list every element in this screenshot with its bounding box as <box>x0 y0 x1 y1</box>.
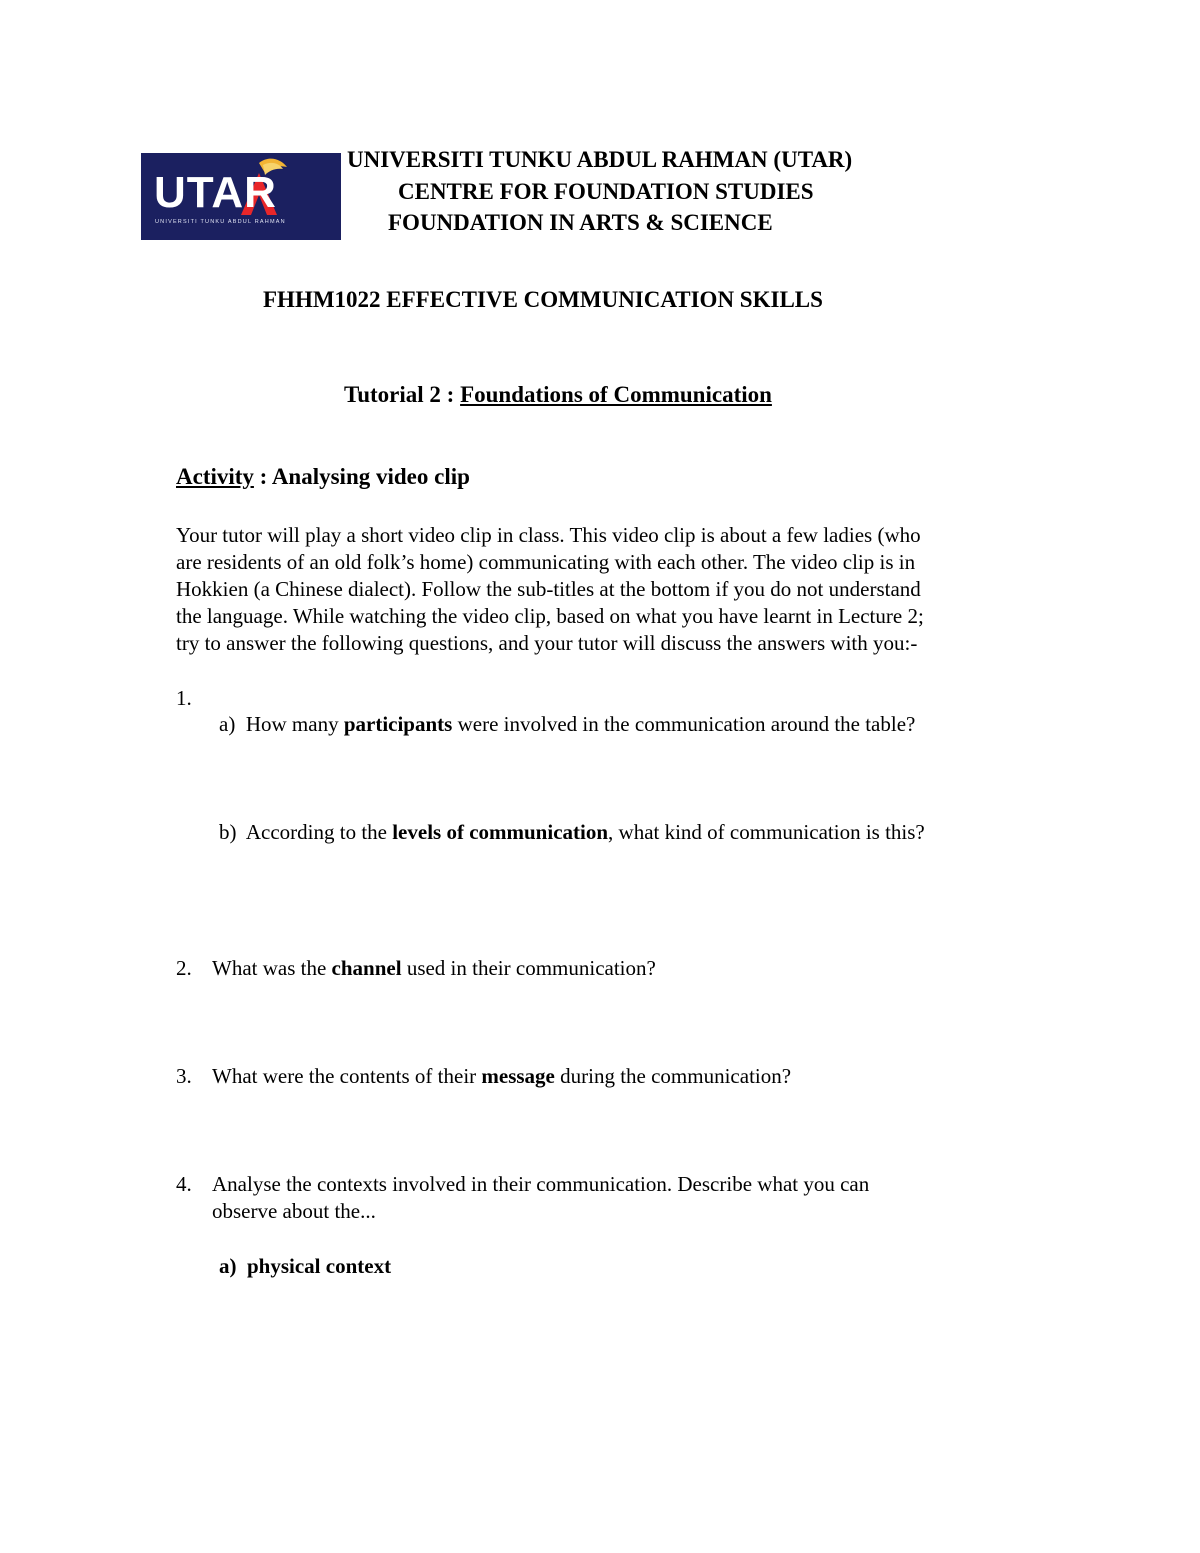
course-title: FHHM1022 EFFECTIVE COMMUNICATION SKILLS <box>263 287 823 312</box>
question-1a-text: How many <box>245 712 344 736</box>
tutorial-heading <box>344 383 772 406</box>
question-1b-label: b) <box>219 820 237 844</box>
activity-separator: : <box>253 464 272 489</box>
question-1b-keyword: levels of communication <box>392 820 609 844</box>
intro-line: Hokkien (a Chinese dialect). Follow the sub-titles at the bottom if you do not understand <box>176 577 921 601</box>
question-1a-label: a) <box>219 712 236 736</box>
activity-title: Analysing video clip <box>271 464 470 489</box>
intro-paragraph <box>176 522 1046 657</box>
question-3-number: 3. <box>176 1064 192 1088</box>
tutorial-title: Foundations of Communication <box>460 382 772 407</box>
question-4a-text: physical context <box>247 1254 392 1278</box>
question-3-text: What were the contents of their <box>212 1064 482 1088</box>
university-name: UNIVERSITI TUNKU ABDUL RAHMAN (UTAR) <box>347 147 853 172</box>
question-1b-text-end: , what kind of communication is this? <box>608 820 925 844</box>
programme-name: FOUNDATION IN ARTS & SCIENCE <box>388 210 773 235</box>
intro-line: try to answer the following questions, and your tutor will discuss the answers with you:- <box>176 631 918 655</box>
question-2-text-end: used in their communication? <box>401 956 656 980</box>
question-4-line-1: Analyse the contexts involved in their communication. Describe what you can <box>212 1172 870 1196</box>
question-2-text: What was the <box>212 956 332 980</box>
question-1-number: 1. <box>176 686 192 710</box>
activity-heading <box>176 465 470 488</box>
question-4a-label: a) <box>219 1254 237 1278</box>
question-1a-text-end: were involved in the communication around the table? <box>452 712 916 736</box>
centre-name: CENTRE FOR FOUNDATION STUDIES <box>398 179 814 204</box>
question-2-number: 2. <box>176 956 192 980</box>
question-1b-text: According to the <box>245 820 393 844</box>
intro-line: the language. While watching the video clip, based on what you have learnt in Lecture 2; <box>176 604 924 628</box>
question-2 <box>212 958 656 979</box>
question-1a <box>219 714 915 735</box>
intro-line: are residents of an old folk’s home) communicating with each other. The video clip is in <box>176 550 916 574</box>
logo-wordmark: UTAR <box>154 168 277 217</box>
logo-tagline: UNIVERSITI TUNKU ABDUL RAHMAN <box>155 219 286 225</box>
question-3 <box>212 1066 791 1087</box>
intro-line: Your tutor will play a short video clip in class. This video clip is about a few ladies (who <box>176 523 921 547</box>
tutorial-prefix: Tutorial 2 : <box>344 382 461 407</box>
question-1b <box>219 822 925 843</box>
question-3-keyword: message <box>481 1064 555 1088</box>
question-1a-keyword: participants <box>343 712 453 736</box>
utar-logo <box>141 153 341 240</box>
question-4-line-2: observe about the... <box>212 1199 376 1223</box>
question-4-number: 4. <box>176 1172 192 1196</box>
question-2-keyword: channel <box>331 956 402 980</box>
question-4a <box>219 1256 391 1277</box>
activity-label: Activity <box>176 464 254 489</box>
question-3-text-end: during the communication? <box>554 1064 792 1088</box>
